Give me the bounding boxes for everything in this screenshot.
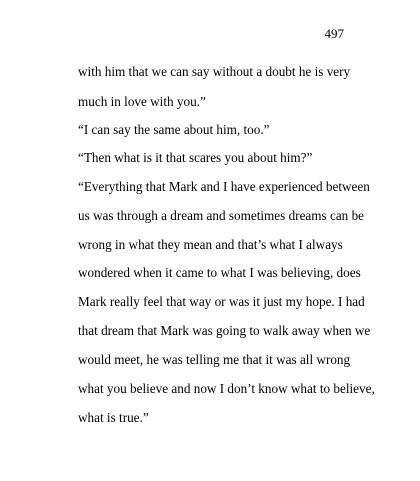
text-line: would meet, he was telling me that it was all wrong [78, 352, 351, 367]
text-line: much in love with you.” [78, 94, 206, 109]
text-line: “Everything that Mark and I have experienced between [78, 179, 370, 194]
text-line: “Then what is it that scares you about him?” [78, 150, 313, 165]
text-line: that dream that Mark was going to walk away when we [78, 323, 371, 338]
text-line: wondered when it came to what I was believing, does [78, 265, 361, 280]
text-line: what you believe and now I don’t know what to believe, [78, 381, 375, 396]
text-line: Mark really feel that way or was it just my hope. I had [78, 294, 365, 309]
text-line: us was through a dream and sometimes dreams can be [78, 208, 365, 223]
text-line: wrong in what they mean and that’s what I always [78, 237, 343, 252]
page-number: 497 [324, 26, 344, 41]
text-line: “I can say the same about him, too.” [78, 122, 270, 137]
text-line: what is true.” [78, 410, 149, 425]
text-line: with him that we can say without a doubt he is very [78, 64, 351, 79]
